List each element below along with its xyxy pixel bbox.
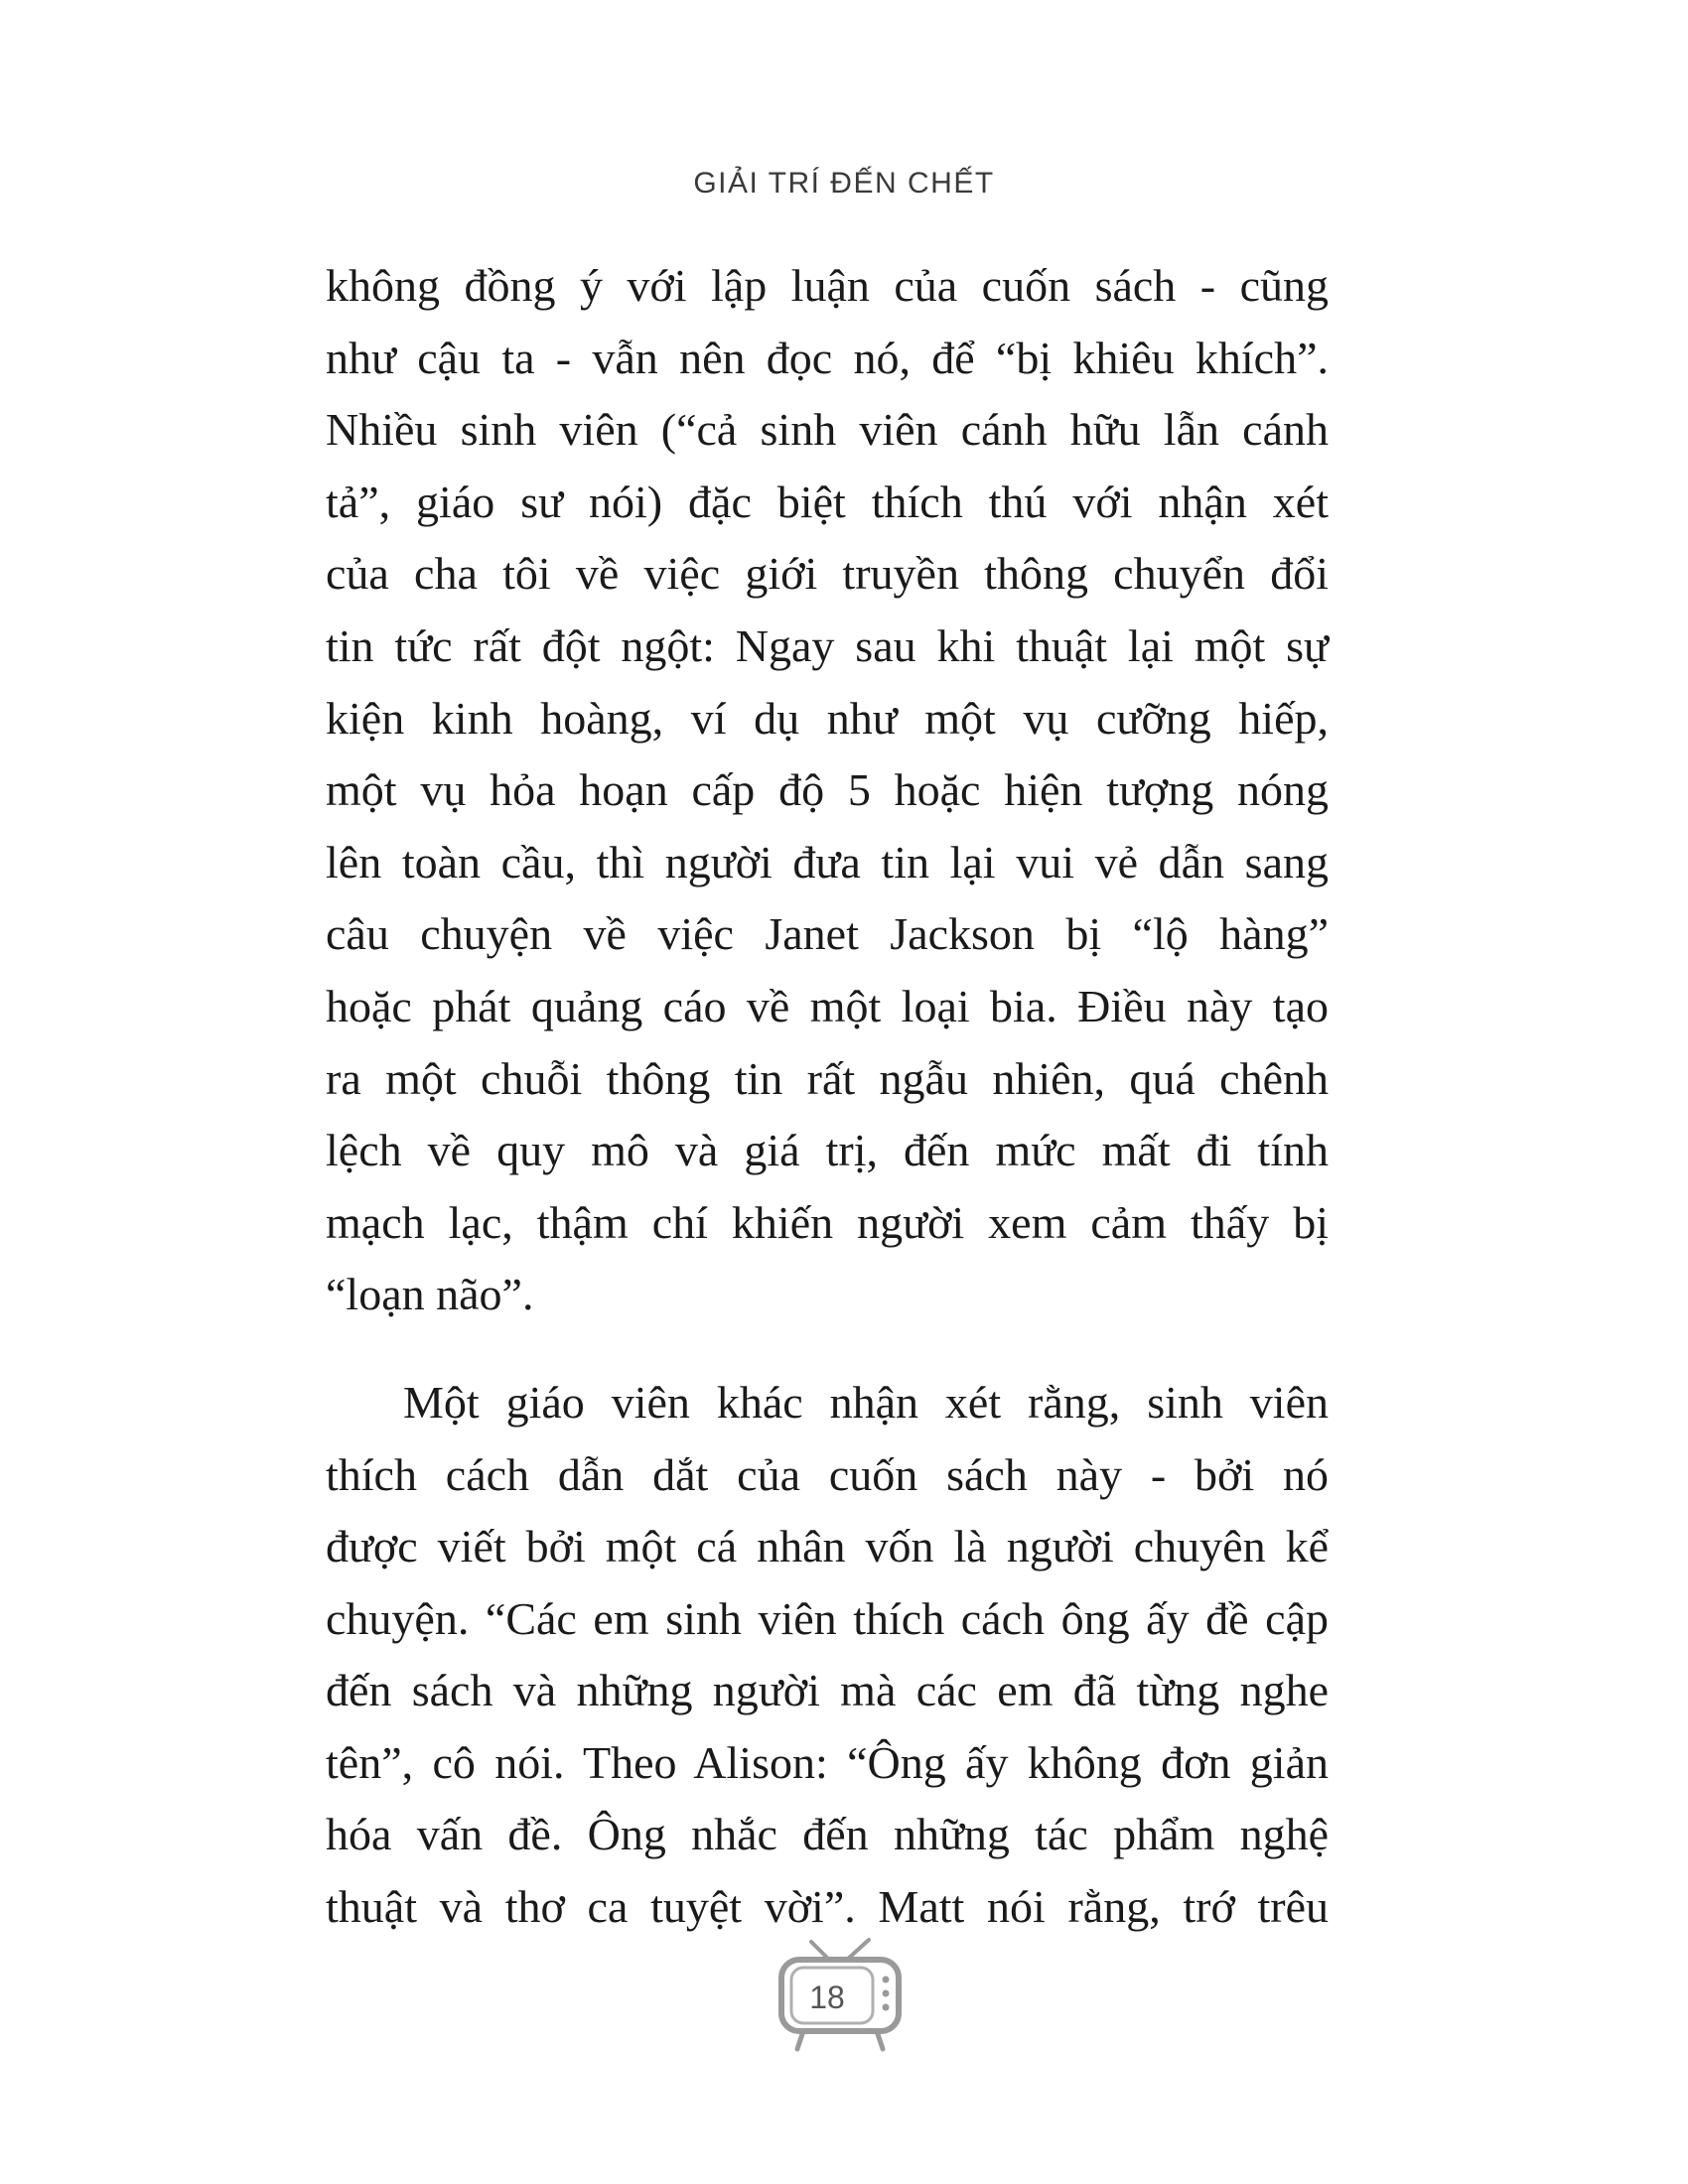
text-line: chuyện. “Các em sinh viên thích cách ông ấy đề cập	[326, 1592, 1329, 1644]
text-line: tin tức rất đột ngột: Ngay sau khi thuật lại một sự	[326, 619, 1329, 671]
text-line: thích cách dẫn dắt của cuốn sách này - bởi nó	[326, 1448, 1329, 1500]
body-text	[326, 250, 1329, 1944]
text-line: kiện kinh hoàng, ví dụ như một vụ cưỡng hiếp,	[326, 692, 1329, 744]
text-line: lên toàn cầu, thì người đưa tin lại vui vẻ dẫn sang	[326, 836, 1329, 887]
text-line: hoặc phát quảng cáo về một loại bia. Điều này tạo	[326, 980, 1329, 1031]
text-line: lệch về quy mô và giá trị, đến mức mất đi tính	[326, 1125, 1329, 1176]
text-line: như cậu ta - vẫn nên đọc nó, để “bị khiêu khích”.	[326, 332, 1329, 383]
page-number: 18	[809, 1979, 845, 2015]
text-line: đến sách và những người mà các em đã từng nghe	[326, 1665, 1329, 1716]
running-header-title: GIẢI TRÍ ĐẾN CHẾT	[693, 167, 995, 200]
text-line: Nhiều sinh viên (“cả sinh viên cánh hữu lẫn cánh	[326, 404, 1329, 456]
text-line: Một giáo viên khác nhận xét rằng, sinh viên	[403, 1376, 1329, 1428]
text-line: được viết bởi một cá nhân vốn là người chuyên kể	[326, 1521, 1329, 1572]
text-line: mạch lạc, thậm chí khiến người xem cảm thấy bị	[326, 1196, 1329, 1248]
text-line: tên”, cô nói. Theo Alison: “Ông ấy không đơn giản	[326, 1736, 1329, 1788]
text-line: câu chuyện về việc Janet Jackson bị “lộ hàng”	[326, 908, 1329, 960]
text-line: “loạn não”.	[326, 1269, 534, 1320]
text-line: hóa vấn đề. Ông nhắc đến những tác phẩm nghệ	[326, 1809, 1329, 1860]
text-line: của cha tôi về việc giới truyền thông chuyển đổi	[326, 548, 1329, 600]
text-line: một vụ hỏa hoạn cấp độ 5 hoặc hiện tượng nóng	[326, 764, 1329, 816]
text-line: thuật và thơ ca tuyệt vời”. Matt nói rằng, trớ trêu	[326, 1881, 1329, 1933]
paragraph-gap	[326, 1331, 1329, 1367]
text-line: tả”, giáo sư nói) đặc biệt thích thú với nhận xét	[326, 476, 1329, 527]
text-line: không đồng ý với lập luận của cuốn sách - cũng	[326, 260, 1329, 311]
text-line: ra một chuỗi thông tin rất ngẫu nhiên, quá chênh	[326, 1052, 1329, 1104]
page-footer	[0, 1936, 1688, 2055]
